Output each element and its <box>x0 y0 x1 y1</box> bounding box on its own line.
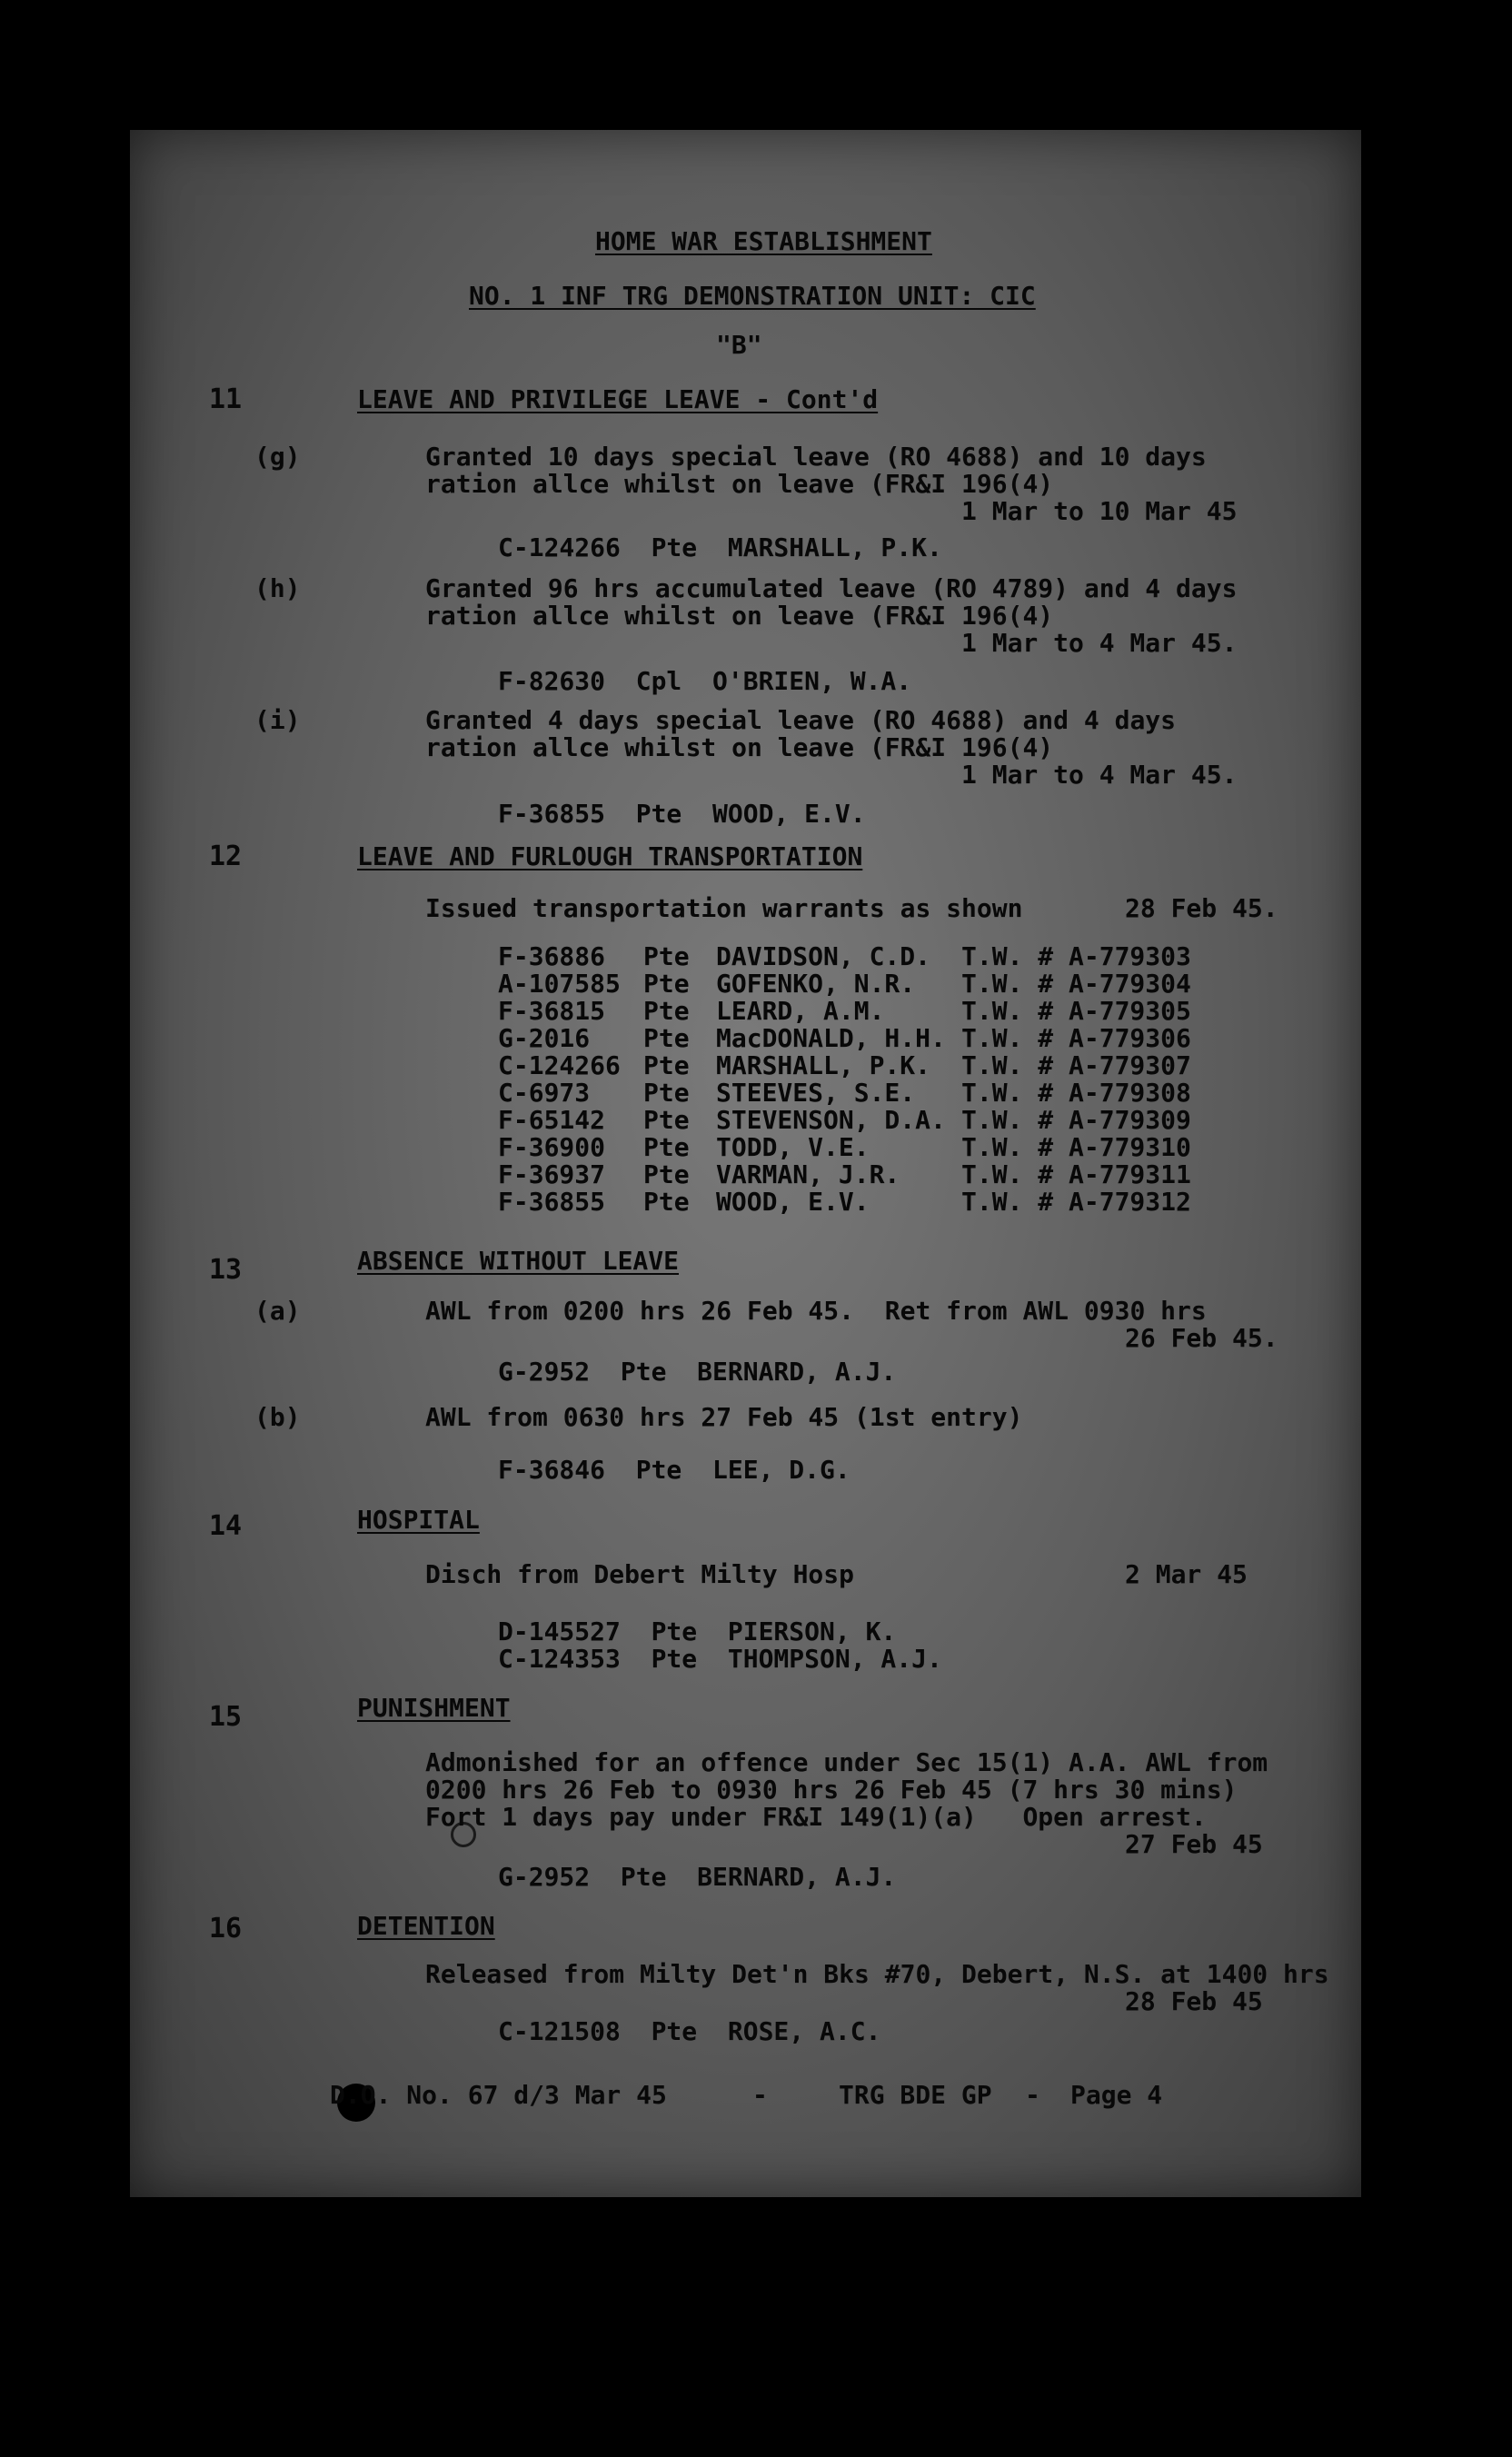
service-number: F-36900 <box>498 1132 606 1162</box>
header-part: "B" <box>716 330 762 360</box>
rank: Pte <box>643 969 690 999</box>
soldier-name: STEEVES, S.E. <box>716 1078 916 1108</box>
section-15-number: 15 <box>209 1701 243 1733</box>
section-12-number: 12 <box>209 841 243 872</box>
section-14-person2: C-124353 Pte THOMPSON, A.J. <box>498 1644 942 1674</box>
item-13b-line1: AWL from 0630 hrs 27 Feb 45 (1st entry) <box>425 1402 1023 1432</box>
service-number: F-65142 <box>498 1105 606 1135</box>
soldier-name: MARSHALL, P.K. <box>716 1050 931 1080</box>
item-11i-line2: ration allce whilst on leave (FR&I 196(4) <box>425 732 1054 762</box>
document-page <box>130 130 1361 2197</box>
soldier-name: GOFENKO, N.R. <box>716 969 916 999</box>
footer-group: TRG BDE GP <box>839 2080 992 2110</box>
section-16-person: C-121508 Pte ROSE, A.C. <box>498 2016 881 2046</box>
item-11g-person: C-124266 Pte MARSHALL, P.K. <box>498 532 942 562</box>
service-number: F-36855 <box>498 1187 606 1217</box>
section-11-number: 11 <box>209 383 243 415</box>
section-16-title: DETENTION <box>357 1911 495 1941</box>
item-11i-dates: 1 Mar to 4 Mar 45. <box>961 760 1238 790</box>
header-establishment: HOME WAR ESTABLISHMENT <box>595 226 932 256</box>
section-15-title: PUNISHMENT <box>357 1693 511 1723</box>
rank: Pte <box>643 941 690 971</box>
service-number: F-36886 <box>498 941 606 971</box>
rank: Pte <box>643 996 690 1026</box>
footer-dash: - <box>752 2080 768 2110</box>
warrant-number: T.W. # A-779305 <box>961 996 1191 1026</box>
soldier-name: VARMAN, J.R. <box>716 1159 900 1189</box>
item-11g-dates: 1 Mar to 10 Mar 45 <box>961 496 1238 526</box>
footer-order: D.O. No. 67 d/3 Mar 45 <box>330 2080 667 2110</box>
rank: Pte <box>643 1159 690 1189</box>
section-13-number: 13 <box>209 1254 243 1286</box>
section-12-date: 28 Feb 45. <box>1125 893 1278 923</box>
soldier-name: LEARD, A.M. <box>716 996 885 1026</box>
item-13b-label: (b) <box>254 1402 301 1432</box>
section-15-line3: Fort 1 days pay under FR&I 149(1)(a) Open arrest. <box>425 1802 1207 1832</box>
section-14-person1: D-145527 Pte PIERSON, K. <box>498 1616 897 1646</box>
service-number: C-6973 <box>498 1078 591 1108</box>
footer-dash-2: - <box>1025 2080 1040 2110</box>
service-number: G-2016 <box>498 1023 591 1053</box>
section-14-date: 2 Mar 45 <box>1125 1559 1248 1589</box>
warrant-number: T.W. # A-779306 <box>961 1023 1191 1053</box>
soldier-name: WOOD, E.V. <box>716 1187 870 1217</box>
section-16-line1: Released from Milty Det'n Bks #70, Debert, N.S. at 1400 hrs <box>425 1959 1329 1989</box>
warrant-number: T.W. # A-779303 <box>961 941 1191 971</box>
service-number: A-107585 <box>498 969 621 999</box>
soldier-name: MacDONALD, H.H. <box>716 1023 946 1053</box>
warrant-number: T.W. # A-779309 <box>961 1105 1191 1135</box>
item-11i-label: (i) <box>254 705 301 735</box>
rank: Pte <box>643 1050 690 1080</box>
rank: Pte <box>643 1132 690 1162</box>
item-11h-dates: 1 Mar to 4 Mar 45. <box>961 628 1238 658</box>
header-unit: NO. 1 INF TRG DEMONSTRATION UNIT: CIC <box>469 281 1036 311</box>
soldier-name: DAVIDSON, C.D. <box>716 941 931 971</box>
item-13a-label: (a) <box>254 1296 301 1326</box>
item-13a-person: G-2952 Pte BERNARD, A.J. <box>498 1357 897 1387</box>
rank: Pte <box>643 1078 690 1108</box>
item-11h-line2: ration allce whilst on leave (FR&I 196(4) <box>425 601 1054 631</box>
item-11i-person: F-36855 Pte WOOD, E.V. <box>498 799 866 829</box>
service-number: F-36937 <box>498 1159 606 1189</box>
section-12-title: LEAVE AND FURLOUGH TRANSPORTATION <box>357 841 863 871</box>
section-11-title: LEAVE AND PRIVILEGE LEAVE - Cont'd <box>357 384 879 414</box>
item-11g-line1: Granted 10 days special leave (RO 4688) and 10 days <box>425 442 1207 472</box>
item-11g-line2: ration allce whilst on leave (FR&I 196(4) <box>425 469 1054 499</box>
warrant-number: T.W. # A-779304 <box>961 969 1191 999</box>
warrant-number: T.W. # A-779307 <box>961 1050 1191 1080</box>
section-12-intro: Issued transportation warrants as shown <box>425 893 1023 923</box>
item-11i-line1: Granted 4 days special leave (RO 4688) and 4 days <box>425 705 1177 735</box>
soldier-name: STEVENSON, D.A. <box>716 1105 946 1135</box>
service-number: F-36815 <box>498 996 606 1026</box>
rank: Pte <box>643 1023 690 1053</box>
section-15-line2: 0200 hrs 26 Feb to 0930 hrs 26 Feb 45 (7 hrs 30 mins) <box>425 1775 1238 1805</box>
rank: Pte <box>643 1105 690 1135</box>
section-13-title: ABSENCE WITHOUT LEAVE <box>357 1246 680 1276</box>
footer-page: Page 4 <box>1070 2080 1163 2110</box>
item-13a-dates: 26 Feb 45. <box>1125 1323 1278 1353</box>
service-number: C-124266 <box>498 1050 621 1080</box>
item-11h-label: (h) <box>254 573 301 603</box>
section-14-title: HOSPITAL <box>357 1505 480 1535</box>
section-16-number: 16 <box>209 1913 243 1945</box>
section-15-date: 27 Feb 45 <box>1125 1829 1263 1859</box>
warrant-number: T.W. # A-779311 <box>961 1159 1191 1189</box>
warrant-number: T.W. # A-779308 <box>961 1078 1191 1108</box>
section-14-line1: Disch from Debert Milty Hosp <box>425 1559 855 1589</box>
soldier-name: TODD, V.E. <box>716 1132 870 1162</box>
section-15-person: G-2952 Pte BERNARD, A.J. <box>498 1862 897 1892</box>
item-13a-line1: AWL from 0200 hrs 26 Feb 45. Ret from AWL 0930 hrs <box>425 1296 1207 1326</box>
section-16-date: 28 Feb 45 <box>1125 1986 1263 2016</box>
rank: Pte <box>643 1187 690 1217</box>
warrant-number: T.W. # A-779310 <box>961 1132 1191 1162</box>
item-13b-person: F-36846 Pte LEE, D.G. <box>498 1455 850 1485</box>
item-11h-line1: Granted 96 hrs accumulated leave (RO 4789) and 4 days <box>425 573 1238 603</box>
item-11h-person: F-82630 Cpl O'BRIEN, W.A. <box>498 666 912 696</box>
section-15-line1: Admonished for an offence under Sec 15(1) A.A. AWL from <box>425 1747 1268 1777</box>
warrant-number: T.W. # A-779312 <box>961 1187 1191 1217</box>
item-11g-label: (g) <box>254 442 301 472</box>
section-14-number: 14 <box>209 1510 243 1542</box>
